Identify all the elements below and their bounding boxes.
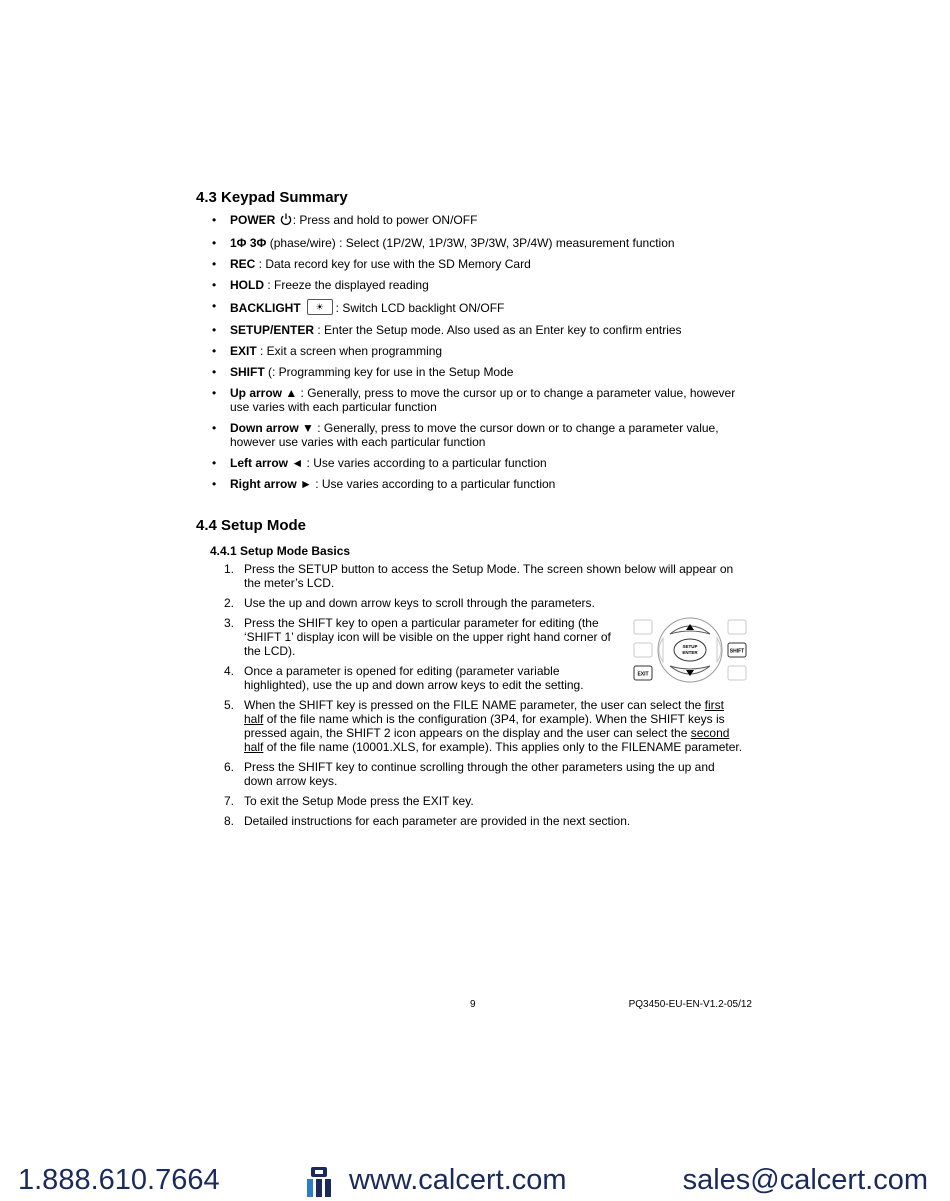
list-item: • EXIT : Exit a screen when programming xyxy=(212,344,757,358)
list-item: • Right arrow ► : Use varies according to a particular function xyxy=(212,477,757,491)
list-item: • REC : Data record key for use with the SD Memory Card xyxy=(212,257,757,271)
list-item: • BACKLIGHT ☀ : Switch LCD backlight ON/OFF xyxy=(212,299,757,315)
list-item: 7. To exit the Setup Mode press the EXIT key. xyxy=(224,794,474,808)
keypad-illustration xyxy=(630,616,750,684)
power-icon xyxy=(280,213,292,229)
list-item: • SHIFT (: Programming key for use in the Setup Mode xyxy=(212,365,757,379)
list-item: • 1Φ 3Φ (phase/wire) : Select (1P/2W, 1P/3W, 3P/3W, 3P/4W) measurement function xyxy=(212,236,757,250)
keypad-summary-list xyxy=(212,213,757,498)
email-address: sales@calcert.com xyxy=(682,1164,928,1196)
document-id: PQ3450-EU-EN-V1.2-05/12 xyxy=(628,999,752,1010)
setup-key-label: SETUP xyxy=(682,644,698,649)
list-item: 6. Press the SHIFT key to continue scrolling through the other parameters using the up and down arrow keys. xyxy=(224,760,715,788)
list-item: 3. Press the SHIFT key to open a particular parameter for editing (the ‘SHIFT 1’ display icon will be visible on the upper right hand corner of the LCD). xyxy=(224,616,611,658)
phone-number: 1.888.610.7664 xyxy=(18,1164,220,1196)
list-item: 5. When the SHIFT key is pressed on the FILE NAME parameter, the user can select the first half of the file name which is the configuration (3P4, for example). When the SHIFT keys is pressed again, the SHIFT 2 icon appears on the display and the user can select the second half of the file name (10001.XLS, for example). This applies only to the FILENAME parameter. xyxy=(224,698,743,754)
shift-key-label: SHIFT xyxy=(729,648,745,655)
list-item: • Up arrow ▲ : Generally, press to move the cursor up or to change a parameter value, however use varies with each particular function xyxy=(212,386,757,414)
backlight-icon: ☀ xyxy=(307,299,333,315)
setup-steps-list xyxy=(224,562,746,834)
list-item: 2. Use the up and down arrow keys to scroll through the parameters. xyxy=(224,596,595,610)
list-item: 4. Once a parameter is opened for editing (parameter variable highlighted), use the up and down arrow keys to edit the setting. xyxy=(224,664,584,692)
list-item: • HOLD : Freeze the displayed reading xyxy=(212,278,757,292)
exit-key-label: EXIT xyxy=(637,671,649,678)
contact-banner: 1.888.610.7664 www.calcert.com sales@calcert.com xyxy=(0,1160,950,1201)
list-item: • Left arrow ◄ : Use varies according to a particular function xyxy=(212,456,757,470)
section-title-setup-mode: 4.4 Setup Mode xyxy=(196,517,307,534)
list-item: • POWER : Press and hold to power ON/OFF xyxy=(212,213,757,229)
list-item: • Down arrow ▼ : Generally, press to move the cursor down or to change a parameter value, however use varies with each particular function xyxy=(212,421,757,449)
keypad-diagram xyxy=(630,616,750,684)
subsection-title-setup-mode-basics: 4.4.1 Setup Mode Basics xyxy=(210,544,351,558)
page-number: 9 xyxy=(470,999,476,1010)
calcert-logo-icon xyxy=(305,1165,333,1199)
list-item: 8. Detailed instructions for each parameter are provided in the next section. xyxy=(224,814,631,828)
section-title-keypad-summary: 4.3 Keypad Summary xyxy=(196,189,348,206)
list-item: • SETUP/ENTER : Enter the Setup mode. Also used as an Enter key to confirm entries xyxy=(212,323,757,337)
list-item: 1. Press the SETUP button to access the Setup Mode. The screen shown below will appear on the meter’s LCD. xyxy=(224,562,734,590)
enter-key-label: ENTER xyxy=(682,650,698,655)
